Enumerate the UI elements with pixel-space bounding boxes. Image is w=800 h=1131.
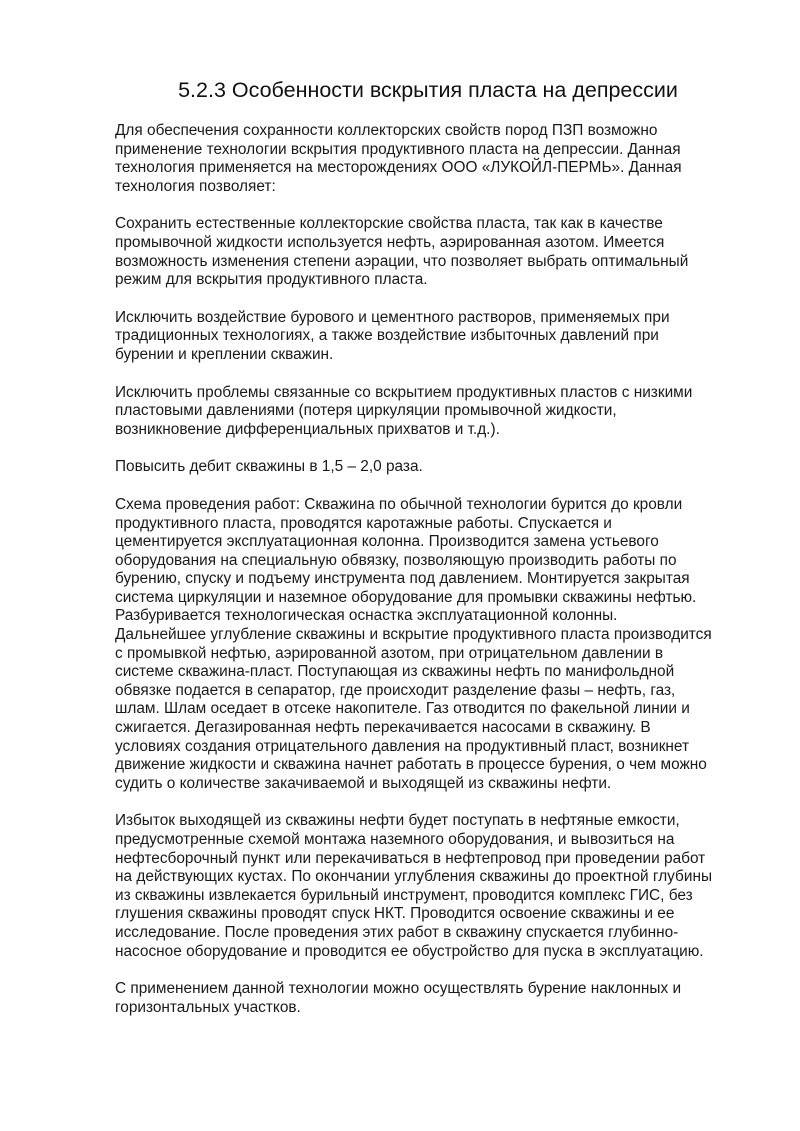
text-line: оборудования на специальную обвязку, позволяющую производить работы по xyxy=(115,551,677,569)
text-line: традиционных технологиях, а также воздействие избыточных давлений при xyxy=(115,327,659,345)
paragraph-exclude-mud-impact xyxy=(115,309,735,365)
text-line: цементируется эксплуатационная колонна. Производится замена устьевого xyxy=(115,533,659,551)
paragraph-preserve-properties xyxy=(115,215,735,289)
text-line: глушения скважины проводят спуск НКТ. Проводится освоение скважины и ее xyxy=(115,905,675,923)
text-line: технология позволяет: xyxy=(115,177,276,195)
text-line: предусмотренные схемой монтажа наземного оборудования, и вывозиться на xyxy=(115,831,675,848)
text-line: Исключить проблемы связанные со вскрытием продуктивных пластов с низкими xyxy=(115,383,693,401)
paragraph-intro xyxy=(115,122,735,196)
text-line: нефтесборочный пункт или перекачиваться в нефтепровод при проведении работ xyxy=(115,849,706,867)
text-line: применение технологии вскрытия продуктивного пласта на депрессии. Данная xyxy=(115,140,681,158)
section-title: 5.2.3 Особенности вскрытия пласта на депрессии xyxy=(178,78,678,102)
text-line: С применением данной технологии можно осуществлять бурение наклонных и xyxy=(115,980,682,998)
paragraph-work-scheme xyxy=(115,496,735,794)
text-line: Повысить дебит скважины в 1,5 – 2,0 раза. xyxy=(115,458,423,476)
text-line: технология применяется на месторождениях ООО «ЛУКОЙЛ-ПЕРМЬ». Данная xyxy=(115,159,682,177)
paragraph-excess-oil xyxy=(115,812,735,961)
text-line: пластовыми давлениями (потеря циркуляции промывочной жидкости, xyxy=(115,402,617,420)
paragraph-increase-debit xyxy=(115,458,735,477)
text-line: насосное оборудование и проводится ее обустройство для пуска в эксплуатацию. xyxy=(115,942,704,960)
text-line: возможность изменения степени аэрации, что позволяет выбрать оптимальный xyxy=(115,252,689,270)
text-line: система циркуляции и наземное оборудование для промывки скважины нефтью. xyxy=(115,588,697,606)
text-line: шлам. Шлам оседает в отсеке накопителе. Газ отводится по факельной линии и xyxy=(115,700,690,718)
text-line: Схема проведения работ: Скважина по обычной технологии бурится до кровли xyxy=(115,495,683,513)
text-line: Избыток выходящей из скважины нефти будет поступать в нефтяные емкости, xyxy=(115,812,680,830)
text-line: Для обеспечения сохранности коллекторских свойств пород ПЗП возможно xyxy=(115,122,658,139)
text-line: из скважины извлекается бурильный инструмент, проводится комплекс ГИС, без xyxy=(115,886,693,904)
text-line: обвязке подается в сепаратор, где происходит разделение фазы – нефть, газ, xyxy=(115,681,676,699)
text-line: режим для вскрытия продуктивного пласта. xyxy=(115,271,428,289)
text-line: движение жидкости и скважина начнет работать в процессе бурения, о чем можно xyxy=(115,756,707,774)
text-line: системе скважина-пласт. Поступающая из скважины нефть по манифольдной xyxy=(115,663,675,681)
text-line: бурению, спуску и подъему инструмента под давлением. Монтируется закрытая xyxy=(115,570,690,588)
text-line: бурении и креплении скважин. xyxy=(115,345,334,363)
text-line: Разбуривается технологическая оснастка эксплуатационной колонны. xyxy=(115,607,618,625)
text-line: с промывкой нефтью, аэрированной азотом, при отрицательном давлении в xyxy=(115,644,663,662)
document-body xyxy=(115,122,735,1036)
text-line: Исключить воздействие бурового и цементного растворов, применяемых при xyxy=(115,308,670,326)
paragraph-conclusion xyxy=(115,980,735,1017)
paragraph-exclude-low-pressure-problems xyxy=(115,384,735,440)
text-line: Сохранить естественные коллекторские свойства пласта, так как в качестве xyxy=(115,215,663,233)
text-line: горизонтальных участков. xyxy=(115,998,301,1016)
text-line: судить о количестве закачиваемой и выходящей из скважины нефти. xyxy=(115,774,612,792)
text-line: продуктивного пласта, проводятся каротажные работы. Спускается и xyxy=(115,514,612,532)
text-line: условиях создания отрицательного давления на продуктивный пласт, возникнет xyxy=(115,737,690,755)
text-line: возникновение дифференциальных прихватов и т.д.). xyxy=(115,420,500,438)
text-line: исследование. После проведения этих работ в скважину спускается глубинно- xyxy=(115,923,679,941)
text-line: на действующих кустах. По окончании углубления скважины до проектной глубины xyxy=(115,868,713,886)
text-line: промывочной жидкости используется нефть, аэрированная азотом. Имеется xyxy=(115,233,665,251)
text-line: Дальнейшее углубление скважины и вскрытие продуктивного пласта производится xyxy=(115,626,712,644)
text-line: сжигается. Дегазированная нефть перекачивается насосами в скважину. В xyxy=(115,719,651,737)
